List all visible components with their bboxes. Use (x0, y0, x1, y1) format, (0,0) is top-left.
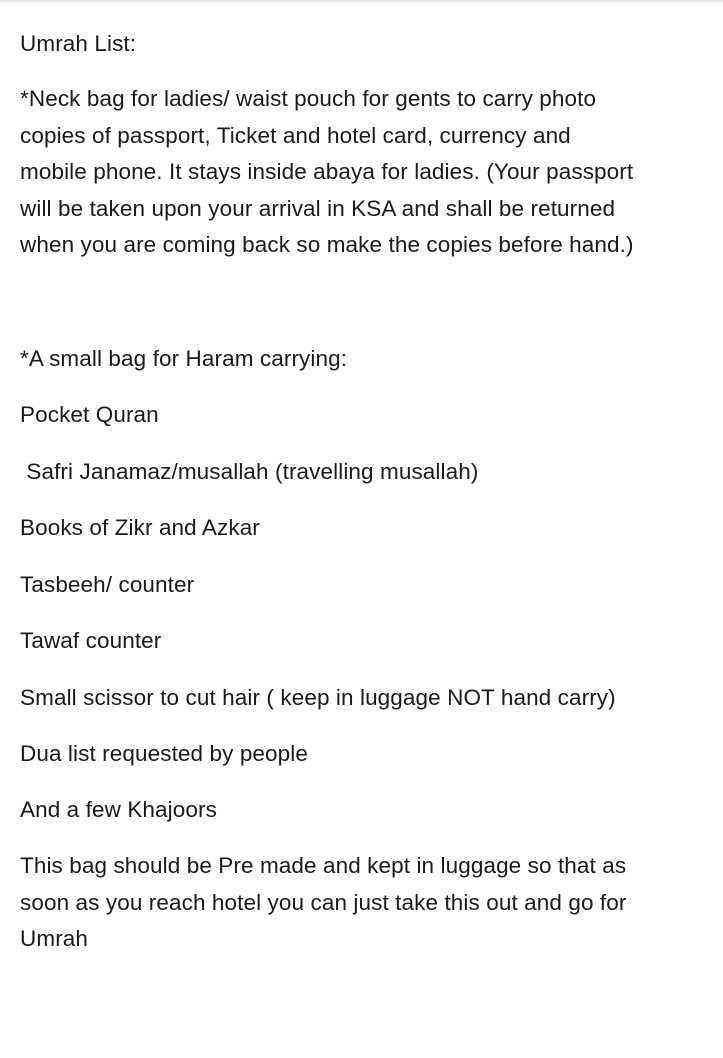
top-divider (0, 0, 723, 4)
list-item: Small scissor to cut hair ( keep in luggage NOT hand carry) (20, 685, 616, 710)
paragraph-line: copies of passport, Ticket and hotel card, currency and (20, 122, 571, 148)
neck-bag-paragraph (20, 81, 700, 264)
paragraph-line: Umrah (20, 926, 89, 951)
list-item: Pocket Quran (20, 402, 159, 427)
list-item: Tasbeeh/ counter (20, 572, 195, 597)
paragraph-line: when you are coming back so make the copies before hand.) (20, 232, 634, 257)
small-bag-heading: *A small bag for Haram carrying: (20, 346, 348, 371)
paragraph-line: will be taken upon your arrival in KSA and shall be returned (20, 195, 616, 221)
list-item: Safri Janamaz/musallah (travelling musallah) (20, 459, 479, 484)
paragraph-line: *Neck bag for ladies/ waist pouch for gents to carry photo (20, 86, 597, 111)
closing-paragraph (20, 848, 700, 958)
page-title: Umrah List: (20, 31, 137, 56)
paragraph-line: mobile phone. It stays inside abaya for ladies. (Your passport (20, 159, 634, 184)
paragraph-line: This bag should be Pre made and kept in luggage so that as (20, 853, 627, 878)
list-item: Dua list requested by people (20, 741, 308, 766)
list-item: Tawaf counter (20, 628, 162, 653)
list-item: Books of Zikr and Azkar (20, 515, 260, 540)
paragraph-line: soon as you reach hotel you can just take this out and go for (20, 889, 627, 915)
list-item: And a few Khajoors (20, 797, 217, 822)
